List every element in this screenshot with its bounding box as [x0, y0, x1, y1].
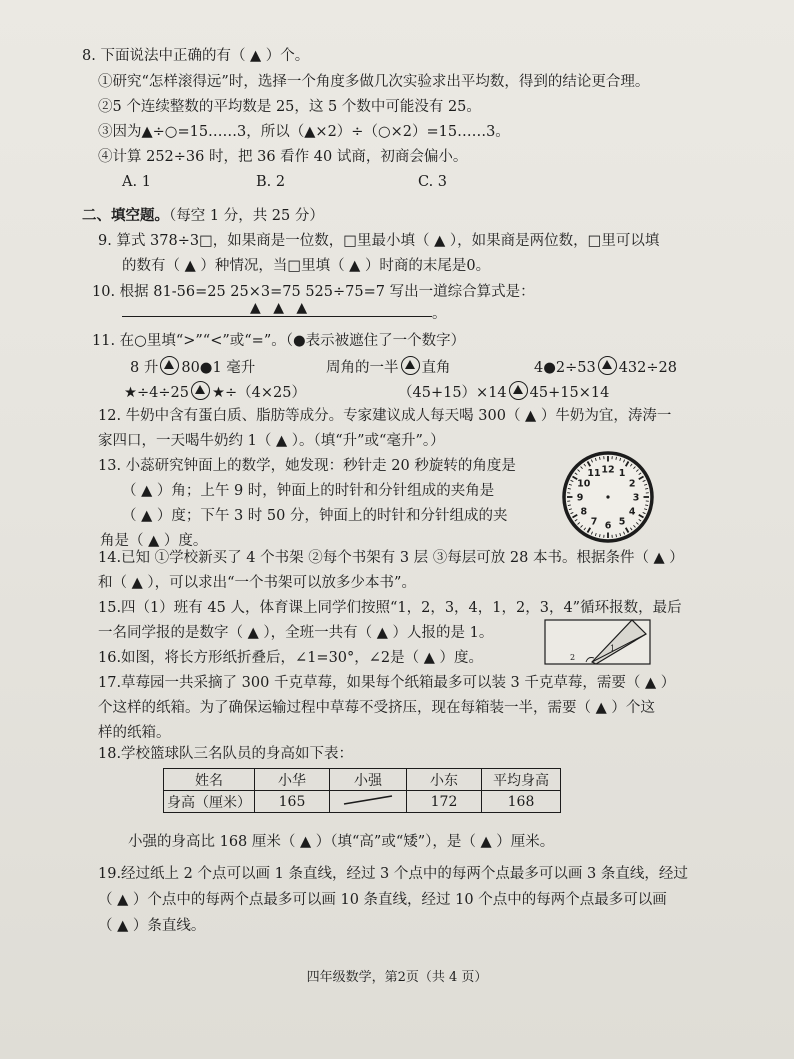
q10-period: 。 — [432, 306, 447, 322]
q9-line-2: 的数有（ ▲ ）种情况，当□里填（ ▲ ）时商的末尾是0。 — [122, 258, 491, 274]
q13-line-2: （ ▲ ）角；上午 9 时，钟面上的时针和分针组成的夹角是 — [122, 483, 495, 499]
compare-circle-icon — [598, 356, 617, 375]
q11-c-right: 432÷28 — [618, 360, 677, 376]
q8-stem: 8. 下面说法中正确的有（ ▲ ）个。 — [82, 48, 310, 64]
q19-line-2: （ ▲ ）个点中的每两个点最多可以画 10 条直线，经过 10 个点中的每两个点最多可以画 — [98, 892, 667, 908]
q19-line-1: 19.经过纸上 2 个点可以画 1 条直线，经过 3 个点中的每两个点最多可以画 3 条直线，经过 — [98, 866, 688, 882]
table-cell: 168 — [482, 791, 561, 813]
clock-number: 11 — [587, 468, 601, 480]
q15-line-2: 一名同学报的是数字（ ▲ ），全班一共有（ ▲ ）人报的是 1。 — [98, 625, 494, 641]
section-2-heading — [82, 206, 324, 226]
q11-compare-e — [398, 381, 609, 403]
compare-circle-icon — [191, 381, 210, 400]
q11-b-left: 周角的一半 — [326, 360, 399, 376]
table-cell: 172 — [407, 791, 482, 813]
q8-statement-1: ①研究“怎样滚得远”时，选择一个角度多做几次实验求出平均数，得到的结论更合理。 — [98, 74, 650, 90]
q8-statement-3: ③因为▲÷○=15……3，所以（▲×2）÷（○×2）=15……3。 — [98, 124, 510, 140]
clock-number: 6 — [604, 520, 612, 532]
q12-line-1: 12. 牛奶中含有蛋白质、脂肪等成分。专家建议成人每天喝 300（ ▲ ）牛奶为宜，涛涛一 — [98, 408, 672, 424]
compare-circle-icon — [401, 356, 420, 375]
q11-e-left: （45+15）×14 — [398, 385, 507, 401]
folded-rectangle-figure — [544, 618, 652, 666]
q11-compare-a — [130, 356, 255, 378]
q11-compare-c — [534, 356, 677, 378]
clock-number: 5 — [618, 516, 626, 528]
clock-number: 2 — [628, 478, 636, 490]
q11-e-right: 45+15×14 — [529, 385, 610, 401]
q11-d-left: ★÷4÷25 — [124, 385, 189, 401]
clock-tick — [599, 534, 600, 537]
table-header-cell: 小强 — [330, 769, 407, 791]
table-header-row — [164, 769, 561, 791]
clock-number: 4 — [628, 506, 636, 518]
q15-line-1: 15.四（1）班有 45 人，体育课上同学们按照“1，2，3，4，1，2，3，4”循环报数，最后 — [98, 600, 682, 616]
clock-tick — [616, 534, 617, 537]
q8-statement-2: ②5 个连续整数的平均数是 25，这 5 个数中可能没有 25。 — [98, 99, 481, 115]
scribble-mark-icon — [338, 792, 398, 808]
q16-line-1: 16.如图，将长方形纸折叠后，∠1=30°，∠2是（ ▲ ）度。 — [98, 650, 484, 666]
q10-line-1: 10. 根据 81-56=25 25×3=75 525÷75=7 写出一道综合算式是： — [92, 284, 535, 300]
compare-circle-icon — [509, 381, 528, 400]
q11-instruction: 11. 在○里填“>”“<”或“=”。（●表示被遮住了一个数字） — [92, 333, 466, 349]
q14-line-1: 14.已知 ①学校新买了 4 个书架 ②每个书架有 3 层 ③每层可放 28 本书。根据条件（ ▲ ） — [98, 550, 684, 566]
clock-face-icon — [560, 449, 656, 545]
clock-tick — [568, 505, 571, 506]
q13-line-3: （ ▲ ）度；下午 3 时 50 分，钟面上的时针和分针组成的夹 — [122, 508, 508, 524]
table-header-cell: 小华 — [255, 769, 330, 791]
q8-option-b: B. 2 — [256, 174, 286, 190]
q17-line-3: 样的纸箱。 — [98, 725, 171, 741]
clock-tick — [645, 505, 648, 506]
q13-line-1: 13. 小蕊研究钟面上的数学，她发现：秒针走 20 秒旋转的角度是 — [98, 458, 516, 474]
q18-line-2: 小强的身高比 168 厘米（ ▲ ）（填“高”或“矮”），是（ ▲ ）厘米。 — [128, 834, 555, 850]
clock-tick — [599, 457, 600, 460]
q11-a-left: 8 升 — [130, 360, 159, 376]
q8-statement-4: ④计算 252÷36 时，把 36 看作 40 试商，初商会偏小。 — [98, 149, 468, 165]
section-2-note: （每空 1 分，共 25 分） — [169, 208, 324, 224]
q8-option-a: A. 1 — [122, 174, 151, 190]
q17-line-2: 个这样的纸箱。为了确保运输过程中草莓不受挤压，现在每箱装一半，需要（ ▲ ）个这 — [98, 700, 655, 716]
angle-2-label: 2 — [570, 653, 576, 662]
clock-tick — [616, 457, 617, 460]
clock-tick — [645, 488, 648, 489]
clock-number: 3 — [632, 492, 640, 504]
table-cell: 165 — [255, 791, 330, 813]
q10-answer-marks: ▲ ▲ ▲ — [250, 300, 312, 316]
table-header-cell: 小东 — [407, 769, 482, 791]
clock-number: 9 — [576, 492, 584, 504]
q11-c-left: 4●2÷53 — [534, 360, 596, 376]
section-2-title: 二、填空题。 — [82, 207, 169, 224]
table-row — [164, 791, 561, 813]
compare-circle-icon — [160, 356, 179, 375]
q8-option-c: C. 3 — [418, 174, 448, 190]
q11-d-right: ★÷（4×25） — [211, 385, 306, 401]
q10-answer-line — [122, 316, 432, 317]
table-cell: 身高（厘米） — [164, 791, 255, 813]
clock-number: 1 — [618, 468, 626, 480]
height-table — [163, 768, 561, 813]
q19-line-3: （ ▲ ）条直线。 — [98, 918, 206, 934]
clock-tick — [568, 488, 571, 489]
q13-line-4: 角是（ ▲ ）度。 — [100, 533, 208, 549]
q14-line-2: 和（ ▲ ），可以求出“一个书架可以放多少本书”。 — [98, 575, 416, 591]
q18-line-1: 18.学校篮球队三名队员的身高如下表： — [98, 746, 354, 762]
q11-compare-b — [326, 356, 451, 378]
clock-number: 7 — [590, 516, 598, 528]
table-header-cell: 姓名 — [164, 769, 255, 791]
page-footer: 四年级数学，第2页（共 4 页） — [306, 970, 488, 985]
table-cell-obscured — [330, 791, 407, 813]
q11-b-right: 直角 — [421, 360, 451, 376]
q9-line-1: 9. 算式 378÷3□，如果商是一位数，□里最小填（ ▲ ），如果商是两位数，□里可以填 — [98, 233, 660, 249]
q12-line-2: 家四口，一天喝牛奶约 1（ ▲ ）。（填“升”或“毫升”。） — [98, 433, 445, 449]
clock-number: 12 — [601, 464, 615, 476]
q17-line-1: 17.草莓园一共采摘了 300 千克草莓，如果每个纸箱最多可以装 3 千克草莓，需要（ ▲ ） — [98, 675, 676, 691]
angle-1-label: 1 — [610, 644, 616, 653]
clock-number: 10 — [577, 478, 591, 490]
q11-a-right: 80●1 毫升 — [181, 360, 256, 376]
q11-compare-d — [124, 381, 306, 403]
table-header-cell: 平均身高 — [482, 769, 561, 791]
clock-number: 8 — [580, 506, 588, 518]
